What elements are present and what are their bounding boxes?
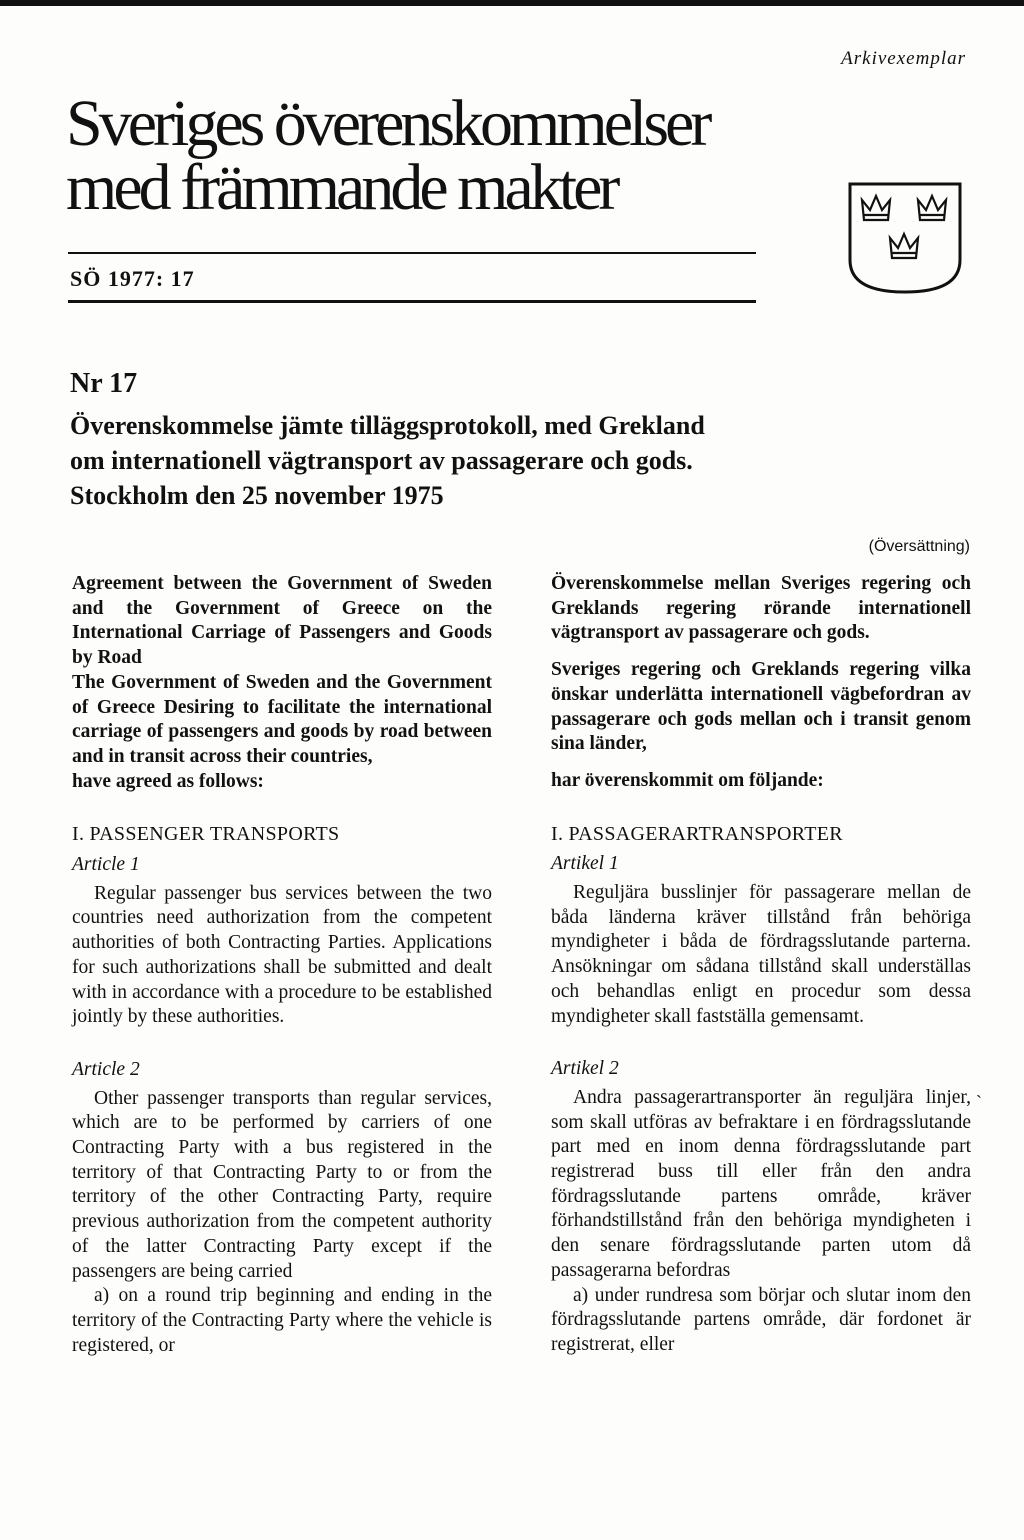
swedish-article2-text: Andra passagerartransporter än reguljära linjer, som skall utföras av befraktare i en fördragsslutande part med en inom denna fördragsslutande part registrerad buss till eller från den andra fördragsslutande partens område, kräver förhandstillstånd från den behöriga myndigheten i den senare fördragsslutande parten utom då passagerarna befordras (551, 1086, 971, 1281)
top-border (0, 0, 1024, 6)
english-heading: Agreement between the Government of Sweden and the Government of Greece on the International Carriage of Passengers and Goods by Road (72, 573, 492, 669)
swedish-preamble: Sveriges regering och Greklands regering vilka önskar underlätta internationell vägbefordran av passagerare och gods mellan och i transit genom sina länder, (551, 659, 971, 755)
stray-mark: ˎ (976, 1078, 982, 1098)
english-agreed: have agreed as follows: (72, 770, 264, 792)
series-id: SÖ 1977: 17 (70, 266, 195, 291)
english-article1-label: Article 1 (72, 854, 140, 876)
series-title-line1: Sveriges överenskommelser (66, 87, 709, 160)
document-title-line3: Stockholm den 25 november 1975 (70, 481, 444, 510)
document-title-line2: om internationell vägtransport av passagerare och gods. (70, 446, 693, 475)
english-column (72, 572, 492, 1358)
english-section-heading: I. PASSENGER TRANSPORTS (72, 823, 340, 846)
three-crowns-emblem-icon (846, 180, 964, 296)
document-number: Nr 17 (70, 368, 138, 399)
english-preamble: The Government of Sweden and the Government of Greece Desiring to facilitate the international carriage of passengers and goods by road between and in transit across their countries, (72, 671, 492, 767)
archive-label: Arkivexemplar (841, 48, 966, 69)
swedish-article2-item-a: a) under rundresa som börjar och slutar inom den fördragsslutande partens område, där fordonet är registrerat, eller (551, 1284, 971, 1355)
english-article2-text: Other passenger transports than regular services, which are to be performed by carriers of one Contracting Party with a bus registered in the territory of that Contracting Party to or from the territory of the other Contracting Party, require previous authorization from the competent authority of the latter Contracting Party except if the passengers are being carried (72, 1087, 492, 1282)
document-title (70, 408, 770, 513)
swedish-heading: Överenskommelse mellan Sveriges regering och Greklands regering rörande internationell vägtransport av passagerare och gods. (551, 573, 971, 644)
header-rule-top (68, 252, 756, 254)
swedish-section-heading: I. PASSAGERARTRANSPORTER (551, 822, 843, 845)
english-article1-text: Regular passenger bus services between the two countries need authorization from the competent authorities of both Contracting Parties. Applications for such authorizations shall be submitted and dealt with in accordance with a procedure to be established jointly by these authorities. (72, 882, 492, 1028)
series-title (66, 87, 786, 224)
translation-note: (Översättning) (868, 538, 970, 555)
swedish-agreed: har överenskommit om följande: (551, 769, 824, 791)
english-article2-label: Article 2 (72, 1058, 140, 1080)
english-article2-item-a: a) on a round trip beginning and ending in the territory of the Contracting Party where the vehicle is registered, or (72, 1285, 492, 1356)
series-title-line2: med främmande makter (66, 151, 617, 224)
swedish-article1-text: Reguljära busslinjer för passagerare mellan de båda länderna kräver tillstånd från behöriga myndigheter i båda de fördragsslutande parterna. Ansökningar om sådana tillstånd skall underställas och behandlas enligt en procedur som dessa myndigheter skall fastställa gemensamt. (551, 882, 971, 1027)
swedish-article1-label: Artikel 1 (551, 853, 619, 875)
header-rule-bottom (68, 300, 756, 303)
document-title-line1: Överenskommelse jämte tilläggsprotokoll, med Grekland (70, 411, 705, 440)
swedish-article2-label: Artikel 2 (551, 1058, 619, 1080)
swedish-column (551, 572, 971, 1358)
